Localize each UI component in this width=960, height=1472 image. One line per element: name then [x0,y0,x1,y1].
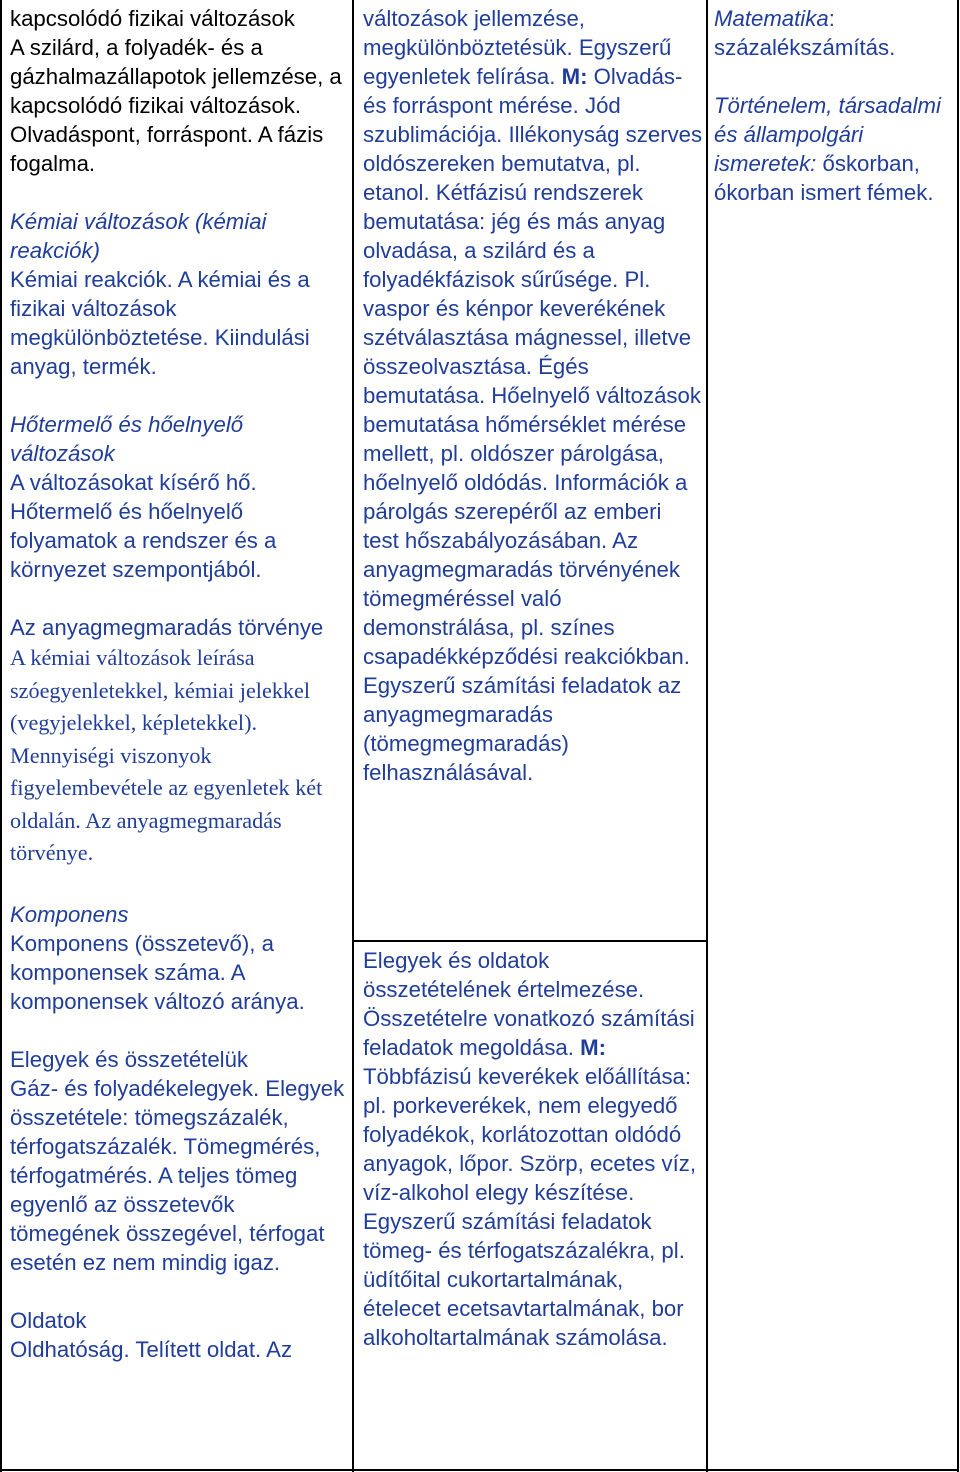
row-rule [352,940,708,942]
topic-chemical-changes [10,207,346,381]
activities-block-2-demos: Többfázisú keverékek előállítása: pl. porkeverékek, nem elegyedő folyadékok, korlátozottan oldódó anyagok, lőpor. Szörp, ecetes víz, víz-alkohol elegy készítése. Egyszerű számítási feladatok tömeg- és térfogatszázalékra, pl. üdítőital cukortartalmának, ételecet ecetsavtartalmának, bor alkoholtartalmának számolása. [363,1035,703,1350]
activities-block-1-demos: Olvadás- és forráspont mérése. Jód szublimációja. Illékonyság szerves oldószereken bemutatva, pl. etanol. Kétfázisú rendszerek bemutatása: jég és más anyag olvadása, a szilárd és a folyadékfázisok sűrűsége. Pl. vaspor és kénpor keverékének szétválasztása mágnessel, illetve összeolvasztása. Égés bemutatása. Hőelnyelő változások bemutatása hőmérséklet mérése mellett, pl. oldószer párolgása, hőelnyelő oldódás. Információk a párolgás szerepéről az emberi test hőszabályozásában. Az anyagmegmaradás törvényének tömegméréssel való demonstrálása, pl. színes csapadékképződési reakciókban. Egyszerű számítási feladatok az anyagmegmaradás (tömegmegmaradás) felhasználásával. [363,64,709,785]
activities-block-1 [363,4,709,787]
link-history-text: őskorban, ókorban ismert fémek. [714,151,934,205]
topic-component [10,900,346,1016]
column-links [714,0,954,207]
topic-mixtures [10,1045,351,1277]
column-rule-1 [352,0,354,1472]
topic-mass-conservation-text: A kémiai változások leírása szóegyenletekkel, kémiai jelekkel (vegyjelekkel, képletekkel). Mennyiségi viszonyok figyelembevétele az egyenletek két oldalán. Az anyagmegmaradás törvénye. [10,645,328,865]
topic-physical-changes [10,4,346,178]
topic-chemical-changes-title: Kémiai változások (kémiai reakciók) [10,209,273,263]
activities-block-1-text: változások jellemzése, megkülönböztetésük. Egyszerű egyenletek felírása. [363,6,678,89]
link-math-text: százalékszámítás. [714,35,896,60]
link-math [714,4,954,62]
topic-component-title: Komponens [10,901,129,927]
column-rule-2 [706,0,708,1472]
link-math-sep: : [828,6,835,31]
column-topics [10,0,351,1364]
row-rule-bottom [0,1469,959,1471]
topic-solutions-text: Oldhatóság. Telített oldat. Az [10,1336,293,1362]
link-history [714,91,954,207]
column-rule-left [0,0,2,1472]
column-activities [363,0,709,1350]
link-history-label: Történelem, társadalmi és állampolgári ismeretek: [714,93,948,176]
topic-heat-changes-text: A változásokat kísérő hő. Hőtermelő és hőelnyelő folyamatok a rendszer és a környezet szempontjából. [10,470,283,582]
topic-mass-conservation-title: Az anyagmegmaradás törvénye [10,615,324,640]
activities-block-2-text: Elegyek és oldatok összetételének értelmezése. Összetételre vonatkozó számítási feladatok megoldása. [363,948,701,1060]
topic-physical-changes-text: kapcsolódó fizikai változások A szilárd, a folyadék- és a gázhalmazállapotok jellemzése, a kapcsolódó fizikai változások. Olvadáspont, forráspont. A fázis fogalma. [10,6,342,176]
topic-chemical-changes-text: Kémiai reakciók. A kémiai és a fizikai változások megkülönböztetése. Kiindulási anyag, termék. [10,267,316,379]
topic-solutions [10,1306,346,1364]
topic-mass-conservation [10,613,346,870]
activities-block-2-label: M: [580,1035,606,1060]
link-math-label: Matematika [714,6,829,31]
topic-mixtures-title: Elegyek és összetételük [10,1046,249,1072]
activities-block-2 [363,946,703,1352]
topic-heat-changes-title: Hőtermelő és hőelnyelő változások [10,412,250,466]
activities-block-1-label: M: [561,64,588,89]
column-rule-right [957,0,959,1472]
topic-mixtures-text: Gáz- és folyadékelegyek. Elegyek összetétele: tömegszázalék, térfogatszázalék. Tömegmérés, térfogatmérés. A teljes tömeg egyenlő az összetevők tömegének összegével, térfogat esetén ez nem mindig igaz. [10,1075,351,1275]
topic-heat-changes [10,410,346,584]
topic-component-text: Komponens (összetevő), a komponensek száma. A komponensek változó aránya. [10,930,305,1014]
topic-solutions-title: Oldatok [10,1307,87,1333]
